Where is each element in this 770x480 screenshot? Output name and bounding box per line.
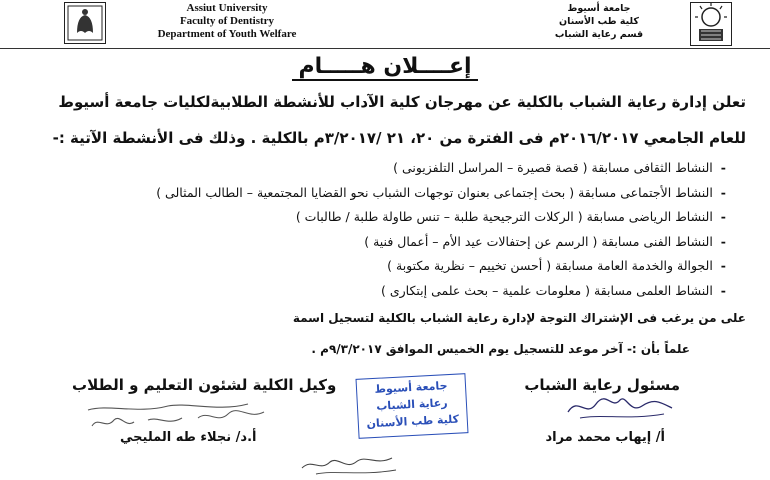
youth-officer-signature-icon — [560, 390, 680, 424]
list-item: -النشاط الثقافى مسابقة ( قصة قصيرة – المراسل التلفزيونى ) — [393, 160, 726, 175]
header-divider — [0, 48, 770, 49]
department-name-ar: قسم رعاية الشباب — [554, 29, 644, 40]
youth-officer-title: مسئول رعاية الشباب — [524, 376, 680, 394]
list-item: -النشاط الفنى مسابقة ( الرسم عن إحتفالات عيد الأم – أعمال فنية ) — [364, 233, 726, 249]
faculty-name-ar: كلية طب الأسنان — [559, 16, 639, 27]
list-item: -النشاط الأجتماعى مسابقة ( بحث إجتماعى بعنوان توجهات الشباب نحو القضايا المجتمعية – الطالب المثالى ) — [156, 184, 726, 200]
list-item: -النشاط الرياضى مسابقة ( الركلات الترجيحية طلبة – تنس طاولة طلبة / طالبات ) — [295, 209, 726, 224]
university-logo-icon — [690, 2, 732, 46]
header-arabic — [524, 2, 674, 41]
official-stamp: جامعة أسيوط رعاية الشباب كلية طب الأسنان — [356, 373, 469, 439]
announcement-title: إعــــلان هـــــام — [0, 52, 770, 82]
registration-line: على من يرغب فى الإشتراك التوجة لإدارة رعاية الشباب بالكلية لتسجيل اسمة — [292, 311, 746, 325]
list-item: -النشاط العلمى مسابقة ( معلومات علمية – بحث علمى إبتكارى ) — [381, 282, 726, 298]
university-name-en: Assiut University — [186, 2, 268, 14]
activities-list — [26, 156, 726, 303]
faculty-name-en: Faculty of Dentistry — [179, 15, 275, 27]
youth-officer-name: أ/ إيهاب محمد مراد — [545, 430, 665, 445]
intro-line: تعلن إدارة رعاية الشباب بالكلية عن مهرجان كلية الآداب للأنشطة الطلابيةلكليات جامعة أسيوط — [58, 93, 746, 111]
vice-dean-name: أ.د/ نجلاء طه المليجي — [120, 430, 257, 445]
list-item: -الجوالة والخدمة العامة مسابقة ( أحسن تخييم – نظرية مكتوبة ) — [387, 258, 726, 273]
vice-dean-title: وكيل الكلية لشئون التعليم و الطلاب — [72, 376, 337, 394]
dean-signature-icon — [296, 448, 406, 478]
faculty-logo-icon — [64, 2, 106, 44]
header-english — [112, 2, 342, 41]
period-line: للعام الجامعي ٢٠١٦/٢٠١٧م فى الفترة من ٢٠، ٢١ /٣/٢٠١٧م بالكلية . وذلك فى الأنشطة الآتية :- — [52, 129, 746, 147]
department-name-en: Department of Youth Welfare — [157, 28, 297, 40]
university-name-ar: جامعة أسيوط — [567, 3, 631, 14]
deadline-note: علماً بأن :- آخر موعد للتسجيل يوم الخميس الموافق ٩/٣/٢٠١٧م . — [311, 342, 690, 356]
